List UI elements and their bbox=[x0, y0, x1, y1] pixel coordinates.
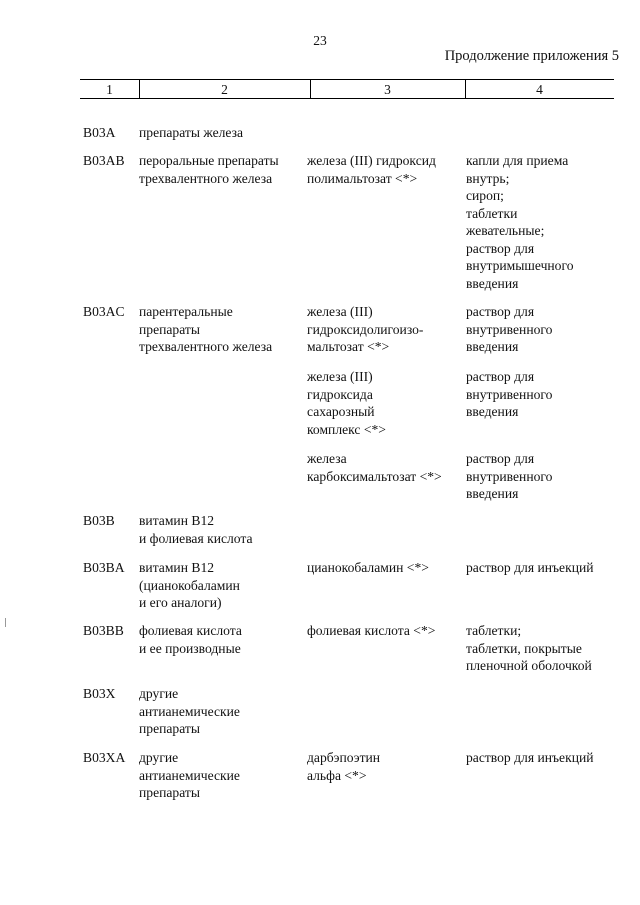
drug-name-line: карбоксимальтозат <*> bbox=[307, 468, 442, 484]
drug-name-line: гидроксида bbox=[307, 386, 373, 402]
continuation-title: Продолжение приложения 5 bbox=[444, 48, 619, 64]
group-name-line: пероральные препараты bbox=[139, 153, 279, 168]
drug-name-line: железа (III) bbox=[307, 369, 373, 384]
drug-name-line: железа bbox=[307, 451, 347, 466]
dosage-form-line: капли для приема bbox=[466, 153, 569, 168]
group-name-line: витамин B12 bbox=[139, 560, 215, 575]
group-name-line: препараты bbox=[139, 321, 200, 337]
group-name-cell bbox=[139, 622, 242, 657]
group-name-line: антианемические bbox=[139, 767, 240, 783]
group-name-line: препараты железа bbox=[139, 125, 243, 140]
drug-name-line: железа (III) гидроксид bbox=[307, 153, 436, 168]
group-name-cell bbox=[139, 152, 279, 187]
group-name-line: трехвалентного железа bbox=[139, 170, 273, 186]
drug-name-cell bbox=[307, 622, 435, 640]
dosage-form-line: раствор для bbox=[466, 369, 535, 384]
dosage-form-line: таблетки; bbox=[466, 623, 522, 638]
dosage-form-line: пленочной оболочкой bbox=[466, 658, 592, 673]
group-name-line: препараты bbox=[139, 721, 200, 736]
drug-name-line: железа (III) bbox=[307, 304, 373, 319]
group-name-line: препараты bbox=[139, 785, 200, 800]
dosage-form-line: сироп; bbox=[466, 188, 504, 203]
group-name-line: другие bbox=[139, 686, 179, 701]
header-rule-top bbox=[80, 79, 614, 80]
drug-name-line: комплекс <*> bbox=[307, 421, 386, 437]
drug-name-line: дарбэпоэтин bbox=[307, 750, 381, 765]
group-name-line: и фолиевая кислота bbox=[139, 530, 253, 546]
dosage-form-cell bbox=[466, 152, 574, 292]
drug-name-line: полимальтозат <*> bbox=[307, 170, 418, 186]
column-header-1: 1 bbox=[106, 82, 113, 97]
scan-edge-mark bbox=[5, 618, 6, 627]
column-header-2: 2 bbox=[221, 82, 228, 97]
atc-code-cell: B03A bbox=[83, 125, 116, 140]
drug-name-cell bbox=[307, 152, 436, 187]
dosage-form-cell bbox=[466, 559, 594, 577]
atc-code-cell: B03X bbox=[83, 686, 116, 701]
dosage-form-line: раствор для инъекций bbox=[466, 560, 594, 575]
dosage-form-cell bbox=[466, 303, 552, 356]
drug-name-cell bbox=[307, 303, 423, 356]
atc-code-cell: B03B bbox=[83, 513, 115, 528]
group-name-cell bbox=[139, 749, 240, 802]
dosage-form-line: внутривенного bbox=[466, 386, 553, 402]
dosage-form-line: внутривенного bbox=[466, 468, 553, 484]
drug-name-cell bbox=[307, 559, 429, 577]
dosage-form-line: жевательные; bbox=[466, 223, 545, 238]
dosage-form-cell bbox=[466, 450, 552, 503]
group-name-line: и его аналоги) bbox=[139, 595, 222, 610]
drug-name-line: цианокобаламин <*> bbox=[307, 560, 429, 575]
drug-name-cell bbox=[307, 368, 386, 438]
drug-name-line: мальтозат <*> bbox=[307, 339, 390, 354]
atc-code-cell: B03AC bbox=[83, 304, 125, 319]
group-name-cell bbox=[139, 124, 243, 142]
atc-code-cell: B03AB bbox=[83, 153, 125, 168]
dosage-form-line: введения bbox=[466, 339, 519, 354]
dosage-form-line: раствор для bbox=[466, 240, 535, 256]
dosage-form-line: внутримышечного bbox=[466, 258, 574, 273]
group-name-line: трехвалентного железа bbox=[139, 339, 273, 354]
dosage-form-line: раствор для инъекций bbox=[466, 750, 594, 765]
drug-name-line: альфа <*> bbox=[307, 767, 367, 783]
group-name-cell bbox=[139, 512, 253, 547]
group-name-cell bbox=[139, 685, 240, 738]
dosage-form-line: введения bbox=[466, 404, 519, 419]
dosage-form-line: таблетки bbox=[466, 205, 518, 221]
group-name-cell bbox=[139, 559, 240, 612]
dosage-form-line: введения bbox=[466, 275, 519, 291]
column-header-4: 4 bbox=[536, 82, 543, 97]
dosage-form-line: введения bbox=[466, 486, 519, 501]
group-name-line: витамин B12 bbox=[139, 513, 215, 528]
group-name-line: и ее производные bbox=[139, 640, 241, 656]
atc-code-cell: B03BB bbox=[83, 623, 124, 638]
group-name-line: (цианокобаламин bbox=[139, 577, 240, 593]
dosage-form-cell bbox=[466, 368, 552, 421]
dosage-form-line: внутрь; bbox=[466, 170, 510, 186]
page-number: 23 bbox=[313, 33, 327, 48]
dosage-form-line: раствор для bbox=[466, 451, 535, 466]
drug-name-cell bbox=[307, 749, 380, 784]
dosage-form-line: внутривенного bbox=[466, 321, 553, 337]
drug-name-line: сахарозный bbox=[307, 404, 375, 419]
dosage-form-line: раствор для bbox=[466, 304, 535, 319]
drug-name-line: гидроксидолигоизо- bbox=[307, 321, 424, 337]
group-name-line: другие bbox=[139, 750, 179, 765]
dosage-form-cell bbox=[466, 749, 594, 767]
dosage-form-cell bbox=[466, 622, 592, 675]
group-name-line: антианемические bbox=[139, 703, 240, 719]
column-header-3: 3 bbox=[384, 82, 391, 97]
group-name-line: фолиевая кислота bbox=[139, 623, 242, 638]
drug-name-cell bbox=[307, 450, 442, 485]
group-name-line: парентеральные bbox=[139, 304, 233, 319]
atc-code-cell: B03XA bbox=[83, 750, 126, 765]
dosage-form-line: таблетки, покрытые bbox=[466, 640, 582, 656]
group-name-cell bbox=[139, 303, 272, 356]
atc-code-cell: B03BA bbox=[83, 560, 125, 575]
drug-name-line: фолиевая кислота <*> bbox=[307, 623, 436, 638]
